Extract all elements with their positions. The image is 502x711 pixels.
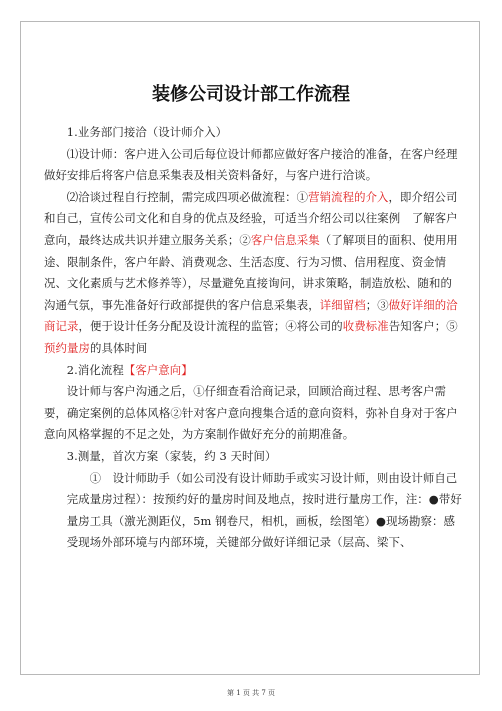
section-3-heading: 3.测量，首次方案（家装，约 3 天时间） — [66, 448, 277, 463]
page-title: 装修公司设计部工作流程 — [152, 84, 350, 105]
highlight-measure-appointment: 预约量房 — [44, 340, 90, 355]
text-run: ；③ — [365, 297, 389, 312]
text-run: ，即介绍公司和自己，宣传公司文化和自身的优点及经验，可适当介绍公司以往案例 了解客户意向，最终达成共识并建立服务关系；② — [44, 189, 458, 247]
highlight-marketing-process: 营销流程的介入 — [308, 189, 389, 204]
text-run: 告知客户；⑤ — [388, 319, 458, 334]
section-1-paragraph-2 — [44, 187, 462, 360]
section-3-paragraph-1: ① 设计师助手（如公司没有设计师助手或实习设计师，则由设计师自己完成量房过程）：按预约好的量房时间及地点，按时进行量房工作，注：●带好量房工具（激光测距仪，5m 钢卷尺，相机，画板，绘图笔）●现场勘察：感受现场外部环境与内部环境，关键部分做好详细记录（层高、梁下、 — [66, 470, 462, 550]
highlight-meeting-record: 做好详细的洽商记录 — [44, 297, 458, 334]
text-run: 的具体时间 — [89, 340, 148, 355]
highlight-fee-standard: 收费标准 — [342, 319, 389, 334]
text-run: （了解项目的面积、使用用途、限制条件，客户年龄、消费观念、生活态度、行为习惯、信用程度、资金情况、文化素质与艺术修养等），尽量避免直接询问，讲求策略，制造放松、随和的沟通气氛，事先准备好行政部提供的客户信息采集表， — [44, 232, 458, 312]
highlight-client-intent: 【客户意向】 — [123, 362, 193, 377]
text-run: ⑵洽谈过程自行控制，需完成四项必做流程：① — [66, 189, 309, 204]
section-1-paragraph-1: ⑴设计师：客户进入公司后每位设计师都应做好客户接洽的准备，在客户经理做好安排后将客户信息采集表及相关资料备好，与客户进行洽谈。 — [44, 146, 458, 183]
document-body — [44, 122, 462, 554]
text-run: ，便于设计任务分配及设计流程的监管；④将公司的 — [78, 319, 343, 334]
text-run: 2.消化流程 — [66, 362, 124, 377]
highlight-client-info: 客户信息采集 — [250, 232, 320, 247]
page-footer: 第 1 页 共 7 页 — [226, 689, 276, 697]
section-2-paragraph-1: 设计师与客户沟通之后，①仔细查看洽商记录，回顾洽商过程、思考客户需要，确定案例的总体风格②针对客户意向搜集合适的意向资料，弥补自身对于客户意向风格掌握的不足之处，为方案制作做好充分的前期准备。 — [44, 384, 458, 442]
highlight-archive: 详细留档 — [319, 297, 366, 312]
section-2-heading — [44, 360, 462, 382]
section-1-heading: 1.业务部门接洽（设计师介入） — [66, 125, 228, 139]
